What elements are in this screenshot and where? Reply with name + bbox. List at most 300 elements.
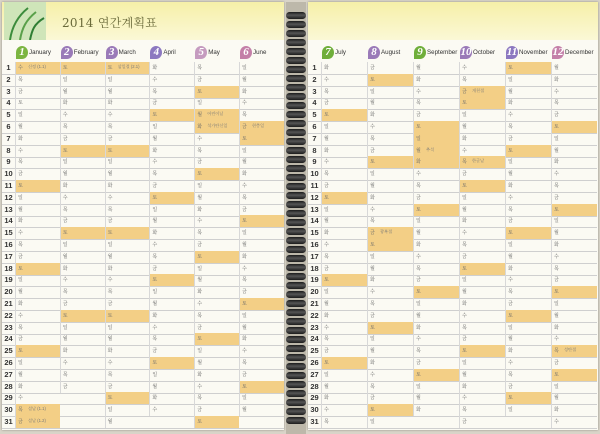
date-cell[interactable] — [105, 263, 150, 275]
date-cell[interactable] — [105, 286, 150, 298]
date-cell[interactable] — [239, 204, 284, 216]
date-cell[interactable] — [149, 298, 194, 310]
date-cell[interactable] — [459, 322, 505, 334]
date-cell[interactable] — [459, 263, 505, 275]
date-cell[interactable] — [551, 74, 597, 86]
date-cell[interactable] — [367, 215, 413, 227]
date-cell[interactable] — [194, 263, 239, 275]
date-cell[interactable] — [60, 121, 105, 133]
date-cell[interactable] — [105, 86, 150, 98]
date-cell[interactable] — [367, 145, 413, 157]
date-cell[interactable] — [15, 133, 60, 145]
date-cell[interactable] — [505, 381, 551, 393]
date-cell[interactable] — [413, 74, 459, 86]
date-cell[interactable] — [149, 381, 194, 393]
date-cell[interactable] — [505, 121, 551, 133]
date-cell[interactable] — [149, 357, 194, 369]
date-cell[interactable] — [239, 286, 284, 298]
date-cell[interactable] — [321, 322, 367, 334]
date-cell[interactable] — [194, 381, 239, 393]
date-cell[interactable] — [194, 310, 239, 322]
date-cell[interactable] — [321, 239, 367, 251]
date-cell[interactable] — [413, 97, 459, 109]
date-cell[interactable] — [413, 263, 459, 275]
date-cell[interactable] — [367, 286, 413, 298]
date-cell[interactable] — [321, 109, 367, 121]
date-cell[interactable] — [60, 97, 105, 109]
date-cell[interactable] — [367, 204, 413, 216]
date-cell[interactable] — [367, 74, 413, 86]
date-cell[interactable] — [551, 298, 597, 310]
date-cell[interactable] — [459, 357, 505, 369]
date-cell[interactable] — [551, 239, 597, 251]
date-cell[interactable] — [413, 333, 459, 345]
date-cell[interactable] — [551, 310, 597, 322]
date-cell[interactable] — [551, 109, 597, 121]
date-cell[interactable] — [239, 97, 284, 109]
date-cell[interactable] — [367, 310, 413, 322]
date-cell[interactable] — [551, 404, 597, 416]
date-cell[interactable] — [505, 239, 551, 251]
date-cell[interactable] — [105, 416, 150, 428]
date-cell[interactable] — [321, 369, 367, 381]
date-cell[interactable] — [551, 133, 597, 145]
date-cell[interactable] — [149, 286, 194, 298]
date-cell[interactable] — [459, 97, 505, 109]
date-cell[interactable] — [15, 192, 60, 204]
date-cell[interactable] — [505, 227, 551, 239]
date-cell[interactable] — [15, 357, 60, 369]
date-cell[interactable] — [149, 251, 194, 263]
date-cell[interactable] — [194, 192, 239, 204]
date-cell[interactable] — [459, 74, 505, 86]
date-cell[interactable] — [60, 298, 105, 310]
date-cell[interactable] — [15, 156, 60, 168]
date-cell[interactable] — [551, 204, 597, 216]
date-cell[interactable] — [239, 251, 284, 263]
date-cell[interactable] — [105, 322, 150, 334]
date-cell[interactable] — [239, 239, 284, 251]
date-cell[interactable] — [367, 251, 413, 263]
date-cell[interactable] — [239, 109, 284, 121]
date-cell[interactable] — [551, 416, 597, 428]
date-cell[interactable] — [321, 416, 367, 428]
date-cell[interactable] — [239, 392, 284, 404]
date-cell[interactable] — [15, 322, 60, 334]
date-cell[interactable] — [149, 74, 194, 86]
date-cell[interactable] — [367, 133, 413, 145]
date-cell[interactable] — [321, 381, 367, 393]
date-cell[interactable] — [321, 86, 367, 98]
date-cell[interactable] — [505, 97, 551, 109]
date-cell[interactable] — [413, 404, 459, 416]
date-cell[interactable] — [239, 369, 284, 381]
date-cell[interactable] — [459, 404, 505, 416]
date-cell[interactable] — [367, 274, 413, 286]
date-cell[interactable] — [239, 62, 284, 74]
date-cell[interactable] — [105, 97, 150, 109]
date-cell[interactable] — [149, 168, 194, 180]
date-cell[interactable] — [105, 298, 150, 310]
date-cell[interactable] — [551, 251, 597, 263]
date-cell[interactable] — [149, 274, 194, 286]
date-cell[interactable] — [60, 192, 105, 204]
date-cell[interactable] — [105, 74, 150, 86]
date-cell[interactable] — [194, 97, 239, 109]
date-cell[interactable] — [321, 62, 367, 74]
date-cell[interactable] — [413, 357, 459, 369]
date-cell[interactable] — [239, 215, 284, 227]
date-cell[interactable] — [413, 345, 459, 357]
date-cell[interactable] — [194, 109, 239, 121]
date-cell[interactable] — [105, 109, 150, 121]
date-cell[interactable] — [551, 274, 597, 286]
date-cell[interactable] — [321, 145, 367, 157]
date-cell[interactable] — [413, 168, 459, 180]
date-cell[interactable] — [60, 357, 105, 369]
date-cell[interactable] — [367, 227, 413, 239]
date-cell[interactable] — [105, 274, 150, 286]
date-cell[interactable] — [459, 392, 505, 404]
date-cell[interactable] — [60, 227, 105, 239]
date-cell[interactable] — [459, 215, 505, 227]
date-cell[interactable] — [105, 251, 150, 263]
date-cell[interactable] — [105, 392, 150, 404]
date-cell[interactable] — [194, 333, 239, 345]
date-cell[interactable] — [367, 357, 413, 369]
date-cell[interactable] — [149, 392, 194, 404]
date-cell[interactable] — [551, 392, 597, 404]
date-cell[interactable] — [239, 345, 284, 357]
date-cell[interactable] — [15, 310, 60, 322]
date-cell[interactable] — [194, 286, 239, 298]
date-cell[interactable] — [459, 333, 505, 345]
date-cell[interactable] — [413, 215, 459, 227]
date-cell[interactable] — [239, 133, 284, 145]
date-cell[interactable] — [321, 263, 367, 275]
date-cell[interactable] — [194, 274, 239, 286]
date-cell[interactable] — [413, 192, 459, 204]
date-cell[interactable] — [194, 369, 239, 381]
date-cell[interactable] — [149, 322, 194, 334]
date-cell[interactable] — [60, 86, 105, 98]
date-cell[interactable] — [194, 357, 239, 369]
date-cell[interactable] — [459, 227, 505, 239]
date-cell[interactable] — [413, 109, 459, 121]
date-cell[interactable] — [60, 168, 105, 180]
date-cell[interactable] — [149, 333, 194, 345]
date-cell[interactable] — [367, 322, 413, 334]
date-cell[interactable] — [194, 416, 239, 428]
date-cell[interactable] — [194, 239, 239, 251]
date-cell[interactable] — [15, 74, 60, 86]
date-cell[interactable] — [149, 239, 194, 251]
date-cell[interactable] — [505, 357, 551, 369]
date-cell[interactable] — [105, 204, 150, 216]
date-cell[interactable] — [15, 97, 60, 109]
date-cell[interactable] — [413, 381, 459, 393]
date-cell[interactable] — [105, 156, 150, 168]
date-cell[interactable] — [105, 369, 150, 381]
date-cell[interactable] — [367, 381, 413, 393]
date-cell[interactable] — [367, 404, 413, 416]
date-cell[interactable] — [413, 145, 459, 157]
date-cell[interactable] — [321, 215, 367, 227]
date-cell[interactable] — [459, 286, 505, 298]
date-cell[interactable] — [459, 109, 505, 121]
date-cell[interactable] — [551, 145, 597, 157]
date-cell[interactable] — [15, 416, 60, 428]
date-cell[interactable] — [459, 239, 505, 251]
date-cell[interactable] — [239, 404, 284, 416]
date-cell[interactable] — [413, 286, 459, 298]
date-cell[interactable] — [239, 121, 284, 133]
date-cell[interactable] — [149, 345, 194, 357]
date-cell[interactable] — [239, 168, 284, 180]
date-cell[interactable] — [459, 416, 505, 428]
date-cell[interactable] — [15, 263, 60, 275]
date-cell[interactable] — [367, 121, 413, 133]
date-cell[interactable] — [321, 298, 367, 310]
date-cell[interactable] — [505, 298, 551, 310]
date-cell[interactable] — [15, 180, 60, 192]
date-cell[interactable] — [60, 310, 105, 322]
date-cell[interactable] — [60, 204, 105, 216]
date-cell[interactable] — [321, 310, 367, 322]
date-cell[interactable] — [551, 381, 597, 393]
date-cell[interactable] — [459, 345, 505, 357]
date-cell[interactable] — [505, 345, 551, 357]
date-cell[interactable] — [105, 192, 150, 204]
date-cell[interactable] — [60, 156, 105, 168]
date-cell[interactable] — [105, 381, 150, 393]
date-cell[interactable] — [15, 404, 60, 416]
date-cell[interactable] — [321, 168, 367, 180]
date-cell[interactable] — [413, 227, 459, 239]
date-cell[interactable] — [239, 357, 284, 369]
date-cell[interactable] — [505, 369, 551, 381]
date-cell[interactable] — [149, 109, 194, 121]
date-cell[interactable] — [194, 345, 239, 357]
date-cell[interactable] — [321, 274, 367, 286]
date-cell[interactable] — [239, 333, 284, 345]
date-cell[interactable] — [194, 227, 239, 239]
date-cell[interactable] — [551, 369, 597, 381]
date-cell[interactable] — [551, 357, 597, 369]
date-cell[interactable] — [194, 86, 239, 98]
date-cell[interactable] — [149, 404, 194, 416]
date-cell[interactable] — [15, 239, 60, 251]
date-cell[interactable] — [239, 86, 284, 98]
date-cell[interactable] — [149, 215, 194, 227]
date-cell[interactable] — [459, 298, 505, 310]
date-cell[interactable] — [367, 168, 413, 180]
date-cell[interactable] — [149, 227, 194, 239]
date-cell[interactable] — [194, 215, 239, 227]
date-cell[interactable] — [194, 168, 239, 180]
date-cell[interactable] — [149, 180, 194, 192]
date-cell[interactable] — [194, 298, 239, 310]
date-cell[interactable] — [239, 263, 284, 275]
date-cell[interactable] — [367, 263, 413, 275]
date-cell[interactable] — [505, 62, 551, 74]
date-cell[interactable] — [239, 192, 284, 204]
date-cell[interactable] — [15, 345, 60, 357]
date-cell[interactable] — [60, 215, 105, 227]
date-cell[interactable] — [60, 369, 105, 381]
date-cell[interactable] — [505, 310, 551, 322]
date-cell[interactable] — [60, 381, 105, 393]
date-cell[interactable] — [194, 145, 239, 157]
date-cell[interactable] — [15, 381, 60, 393]
date-cell[interactable] — [194, 133, 239, 145]
date-cell[interactable] — [239, 227, 284, 239]
date-cell[interactable] — [321, 333, 367, 345]
date-cell[interactable] — [15, 286, 60, 298]
date-cell[interactable] — [321, 392, 367, 404]
date-cell[interactable] — [413, 204, 459, 216]
date-cell[interactable] — [367, 416, 413, 428]
date-cell[interactable] — [321, 345, 367, 357]
date-cell[interactable] — [413, 298, 459, 310]
date-cell[interactable] — [149, 62, 194, 74]
date-cell[interactable] — [321, 227, 367, 239]
date-cell[interactable] — [413, 156, 459, 168]
date-cell[interactable] — [105, 227, 150, 239]
date-cell[interactable] — [459, 274, 505, 286]
date-cell[interactable] — [505, 333, 551, 345]
date-cell[interactable] — [15, 62, 60, 74]
date-cell[interactable] — [367, 192, 413, 204]
date-cell[interactable] — [459, 121, 505, 133]
date-cell[interactable] — [194, 156, 239, 168]
date-cell[interactable] — [551, 192, 597, 204]
date-cell[interactable] — [149, 145, 194, 157]
date-cell[interactable] — [15, 204, 60, 216]
date-cell[interactable] — [60, 109, 105, 121]
date-cell[interactable] — [15, 168, 60, 180]
date-cell[interactable] — [239, 180, 284, 192]
date-cell[interactable] — [551, 215, 597, 227]
date-cell[interactable] — [15, 298, 60, 310]
date-cell[interactable] — [321, 192, 367, 204]
date-cell[interactable] — [105, 239, 150, 251]
date-cell[interactable] — [459, 133, 505, 145]
date-cell[interactable] — [413, 322, 459, 334]
date-cell[interactable] — [413, 180, 459, 192]
date-cell[interactable] — [505, 180, 551, 192]
date-cell[interactable] — [60, 74, 105, 86]
date-cell[interactable] — [459, 192, 505, 204]
date-cell[interactable] — [367, 345, 413, 357]
date-cell[interactable] — [459, 168, 505, 180]
date-cell[interactable] — [321, 74, 367, 86]
date-cell[interactable] — [459, 86, 505, 98]
date-cell[interactable] — [194, 180, 239, 192]
date-cell[interactable] — [551, 168, 597, 180]
date-cell[interactable] — [60, 62, 105, 74]
date-cell[interactable] — [505, 74, 551, 86]
date-cell[interactable] — [15, 145, 60, 157]
date-cell[interactable] — [367, 333, 413, 345]
date-cell[interactable] — [367, 62, 413, 74]
date-cell[interactable] — [551, 97, 597, 109]
date-cell[interactable] — [105, 310, 150, 322]
date-cell[interactable] — [239, 274, 284, 286]
date-cell[interactable] — [459, 180, 505, 192]
date-cell[interactable] — [367, 392, 413, 404]
date-cell[interactable] — [505, 215, 551, 227]
date-cell[interactable] — [105, 145, 150, 157]
date-cell[interactable] — [413, 121, 459, 133]
date-cell[interactable] — [149, 86, 194, 98]
date-cell[interactable] — [367, 298, 413, 310]
date-cell[interactable] — [459, 62, 505, 74]
date-cell[interactable] — [194, 121, 239, 133]
date-cell[interactable] — [60, 239, 105, 251]
date-cell[interactable] — [194, 322, 239, 334]
date-cell[interactable] — [321, 133, 367, 145]
date-cell[interactable] — [367, 369, 413, 381]
date-cell[interactable] — [551, 263, 597, 275]
date-cell[interactable] — [413, 239, 459, 251]
date-cell[interactable] — [149, 97, 194, 109]
date-cell[interactable] — [105, 121, 150, 133]
date-cell[interactable] — [505, 168, 551, 180]
date-cell[interactable] — [413, 310, 459, 322]
date-cell[interactable] — [149, 263, 194, 275]
date-cell[interactable] — [505, 251, 551, 263]
date-cell[interactable] — [505, 274, 551, 286]
date-cell[interactable] — [15, 274, 60, 286]
date-cell[interactable] — [551, 227, 597, 239]
date-cell[interactable] — [15, 333, 60, 345]
date-cell[interactable] — [367, 109, 413, 121]
date-cell[interactable] — [60, 145, 105, 157]
date-cell[interactable] — [15, 86, 60, 98]
date-cell[interactable] — [194, 204, 239, 216]
date-cell[interactable] — [413, 392, 459, 404]
date-cell[interactable] — [105, 215, 150, 227]
date-cell[interactable] — [505, 263, 551, 275]
date-cell[interactable] — [60, 180, 105, 192]
date-cell[interactable] — [194, 251, 239, 263]
date-cell[interactable] — [459, 381, 505, 393]
date-cell[interactable] — [505, 204, 551, 216]
date-cell[interactable] — [551, 322, 597, 334]
date-cell[interactable] — [459, 369, 505, 381]
date-cell[interactable] — [367, 156, 413, 168]
date-cell[interactable] — [367, 180, 413, 192]
date-cell[interactable] — [321, 357, 367, 369]
date-cell[interactable] — [505, 404, 551, 416]
date-cell[interactable] — [239, 145, 284, 157]
date-cell[interactable] — [60, 274, 105, 286]
date-cell[interactable] — [194, 392, 239, 404]
date-cell[interactable] — [459, 204, 505, 216]
date-cell[interactable] — [551, 156, 597, 168]
date-cell[interactable] — [413, 274, 459, 286]
date-cell[interactable] — [105, 168, 150, 180]
date-cell[interactable] — [413, 62, 459, 74]
date-cell[interactable] — [367, 86, 413, 98]
date-cell[interactable] — [551, 180, 597, 192]
date-cell[interactable] — [149, 156, 194, 168]
date-cell[interactable] — [321, 286, 367, 298]
date-cell[interactable] — [105, 404, 150, 416]
date-cell[interactable] — [60, 263, 105, 275]
date-cell[interactable] — [239, 74, 284, 86]
